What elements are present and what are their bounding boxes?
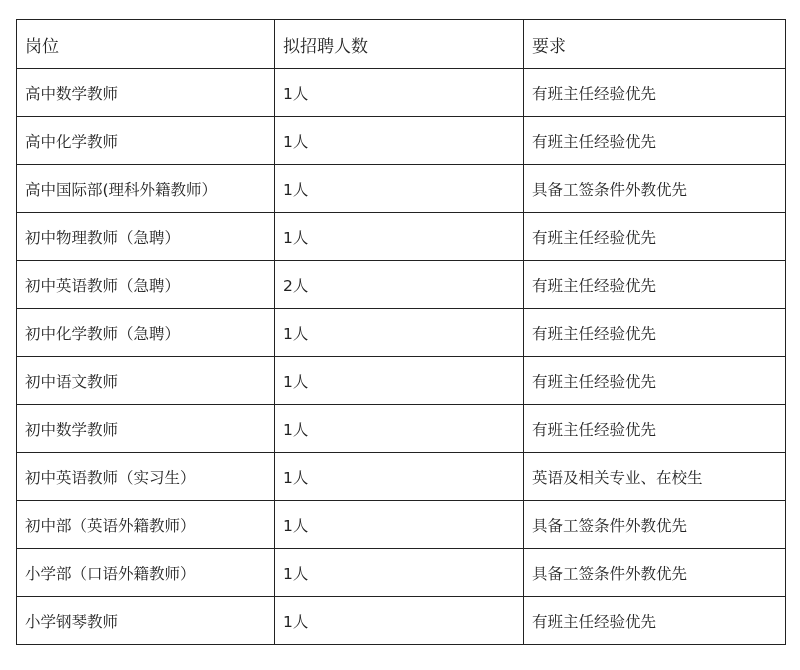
- cell-headcount: 1人: [275, 549, 524, 597]
- cell-headcount: 1人: [275, 213, 524, 261]
- table-row: [17, 165, 786, 213]
- table-row: [17, 69, 786, 117]
- cell-position: 初中物理教师（急聘）: [17, 213, 275, 261]
- table-row: [17, 261, 786, 309]
- cell-requirements: 有班主任经验优先: [524, 597, 786, 645]
- cell-requirements: 有班主任经验优先: [524, 405, 786, 453]
- cell-headcount: 1人: [275, 69, 524, 117]
- cell-position: 初中部（英语外籍教师）: [17, 501, 275, 549]
- cell-position: 小学钢琴教师: [17, 597, 275, 645]
- table-row: [17, 357, 786, 405]
- cell-requirements: 具备工签条件外教优先: [524, 165, 786, 213]
- cell-position: 高中数学教师: [17, 69, 275, 117]
- cell-headcount: 1人: [275, 501, 524, 549]
- cell-requirements: 有班主任经验优先: [524, 261, 786, 309]
- cell-position: 初中英语教师（实习生）: [17, 453, 275, 501]
- header-requirements: 要求: [524, 20, 786, 69]
- cell-requirements: 有班主任经验优先: [524, 69, 786, 117]
- cell-position: 初中数学教师: [17, 405, 275, 453]
- header-position: 岗位: [17, 20, 275, 69]
- cell-headcount: 2人: [275, 261, 524, 309]
- cell-position: 高中化学教师: [17, 117, 275, 165]
- table-row: [17, 549, 786, 597]
- cell-headcount: 1人: [275, 117, 524, 165]
- cell-requirements: 有班主任经验优先: [524, 213, 786, 261]
- table-row: [17, 501, 786, 549]
- cell-position: 初中化学教师（急聘）: [17, 309, 275, 357]
- cell-requirements: 有班主任经验优先: [524, 117, 786, 165]
- cell-requirements: 有班主任经验优先: [524, 309, 786, 357]
- cell-headcount: 1人: [275, 405, 524, 453]
- table-row: [17, 597, 786, 645]
- table-header-row: [17, 20, 786, 69]
- recruitment-table-container: [16, 19, 785, 645]
- cell-requirements: 英语及相关专业、在校生: [524, 453, 786, 501]
- table-row: [17, 453, 786, 501]
- cell-position: 高中国际部(理科外籍教师）: [17, 165, 275, 213]
- cell-requirements: 有班主任经验优先: [524, 357, 786, 405]
- cell-headcount: 1人: [275, 309, 524, 357]
- cell-position: 初中英语教师（急聘）: [17, 261, 275, 309]
- cell-position: 小学部（口语外籍教师）: [17, 549, 275, 597]
- cell-requirements: 具备工签条件外教优先: [524, 549, 786, 597]
- table-row: [17, 117, 786, 165]
- cell-headcount: 1人: [275, 597, 524, 645]
- cell-headcount: 1人: [275, 165, 524, 213]
- cell-headcount: 1人: [275, 357, 524, 405]
- table-row: [17, 309, 786, 357]
- table-row: [17, 213, 786, 261]
- cell-requirements: 具备工签条件外教优先: [524, 501, 786, 549]
- cell-headcount: 1人: [275, 453, 524, 501]
- header-headcount: 拟招聘人数: [275, 20, 524, 69]
- cell-position: 初中语文教师: [17, 357, 275, 405]
- table-row: [17, 405, 786, 453]
- recruitment-table: [16, 19, 786, 645]
